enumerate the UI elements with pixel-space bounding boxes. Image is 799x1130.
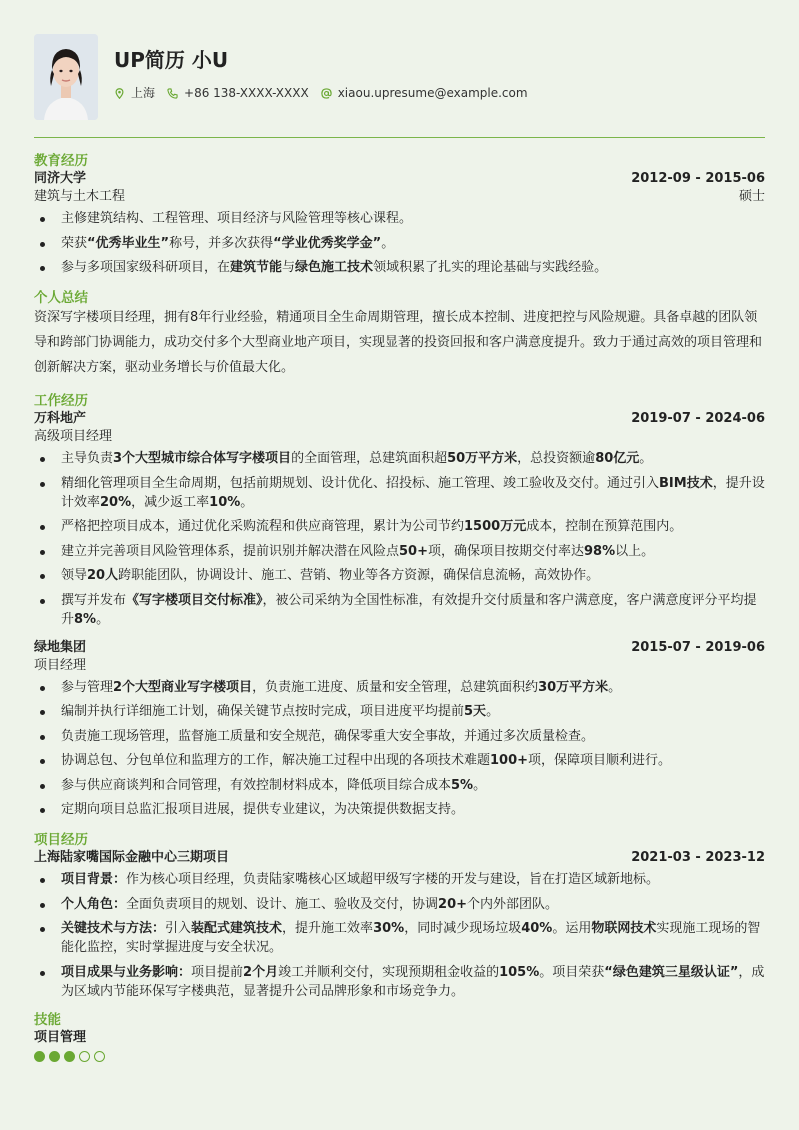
list-item: 编制并执行详细施工计划，确保关键节点按时完成，项目进度平均提前5天。 (34, 702, 765, 721)
education-section (34, 152, 765, 277)
list-item: 参与多项国家级科研项目，在建筑节能与绿色施工技术领域积累了扎实的理论基础与实践经验。 (34, 258, 765, 277)
skill-dot (79, 1051, 90, 1062)
list-item: 严格把控项目成本，通过优化采购流程和供应商管理，累计为公司节约1500万元成本，控制在预算范围内。 (34, 517, 765, 536)
skill-name: 项目管理 (34, 1029, 87, 1045)
work-entry (34, 410, 765, 629)
summary-section (34, 289, 765, 380)
list-item: 撰写并发布《写字楼项目交付标准》，被公司采纳为全国性标准，有效提升交付质量和客户满意度，客户满意度评分平均提升8%。 (34, 591, 765, 629)
contact-phone (167, 84, 309, 102)
list-item: 精细化管理项目全生命周期，包括前期规划、设计优化、招投标、施工管理、竣工验收及交付。通过引入BIM技术，提升设计效率20%，减少返工率10%。 (34, 474, 765, 512)
work-entry-head (34, 410, 765, 428)
list-item: 项目成果与业务影响：项目提前2个月竣工并顺利交付，实现预期租金收益的105%。项目荣获“绿色建筑三星级认证”，成为区域内节能环保写字楼典范，显著提升公司品牌形象和市场竞争力。 (34, 963, 765, 1001)
avatar (34, 34, 98, 120)
skill-dot (94, 1051, 105, 1062)
work-bullets (34, 449, 765, 629)
skill-dot (49, 1051, 60, 1062)
work-entry (34, 639, 765, 820)
education-dates: 2012-09 - 2015-06 (631, 171, 765, 186)
education-bullets (34, 209, 765, 277)
list-item: 领导20人跨职能团队，协调设计、施工、营销、物业等各方资源，确保信息流畅，高效协作。 (34, 566, 765, 585)
phone-text: +86 138-XXXX-XXXX (184, 86, 309, 100)
list-item: 关键技术与方法：引入装配式建筑技术，提升施工效率30%，同时减少现场垃圾40%。运用物联网技术实现施工现场的智能化监控，实时掌握进度与安全状况。 (34, 919, 765, 957)
list-item: 参与管理2个大型商业写字楼项目，负责施工进度、质量和安全管理，总建筑面积约30万平方米。 (34, 678, 765, 697)
work-entry-sub (34, 657, 765, 675)
resume-header (34, 34, 765, 120)
major: 建筑与土木工程 (34, 189, 126, 204)
list-item: 定期向项目总监汇报项目进展，提供专业建议，为决策提供数据支持。 (34, 800, 765, 819)
section-title-summary: 个人总结 (34, 290, 88, 306)
company-name: 绿地集团 (34, 639, 87, 655)
contact-location (114, 84, 155, 102)
work-entry-sub (34, 428, 765, 446)
project-name: 上海陆家嘴国际金融中心三期项目 (34, 850, 230, 865)
list-item: 项目背景：作为核心项目经理，负责陆家嘴核心区域超甲级写字楼的开发与建设，旨在打造区域新地标。 (34, 870, 765, 889)
list-item: 建立并完善项目风险管理体系，提前识别并解决潜在风险点50+项，确保项目按期交付率达98%以上。 (34, 542, 765, 561)
candidate-name: UP简历 小U (114, 48, 229, 72)
resume-page (34, 34, 765, 1062)
skill-name-row (34, 1029, 765, 1047)
project-entry-head (34, 849, 765, 867)
section-title-skills: 技能 (34, 1011, 61, 1028)
location-pin-icon (114, 88, 125, 99)
education-entry-sub (34, 188, 765, 206)
job-title: 项目经理 (34, 657, 87, 673)
list-item: 负责施工现场管理，监督施工质量和安全规范，确保零重大安全事故，并通过多次质量检查。 (34, 727, 765, 746)
list-item: 个人角色：全面负责项目的规划、设计、施工、验收及交付，协调20+个内外部团队。 (34, 895, 765, 914)
phone-icon (167, 88, 178, 99)
project-dates: 2021-03 - 2023-12 (631, 850, 765, 865)
work-bullets (34, 678, 765, 820)
location-text: 上海 (131, 86, 156, 100)
list-item: 主修建筑结构、工程管理、项目经济与风险管理等核心课程。 (34, 209, 765, 228)
job-title: 高级项目经理 (34, 429, 113, 444)
skill-dot (64, 1051, 75, 1062)
contact-row (114, 84, 540, 102)
section-title-projects: 项目经历 (34, 832, 88, 848)
education-entry-head (34, 170, 765, 188)
project-bullets (34, 870, 765, 1001)
company-name: 万科地产 (34, 411, 87, 426)
projects-section (34, 831, 765, 1001)
list-item: 参与供应商谈判和合同管理，有效控制材料成本，降低项目综合成本5%。 (34, 776, 765, 795)
list-item: 协调总包、分包单位和监理方的工作，解决施工过程中出现的各项技术难题100+项，保障项目顺利进行。 (34, 751, 765, 770)
skill-dot (34, 1051, 45, 1062)
summary-text: 资深写字楼项目经理，拥有8年行业经验，精通项目全生命周期管理，擅长成本控制、进度把控与风险规避。具备卓越的团队领导和跨部门协调能力，成功交付多个大型商业地产项目，实现显著的投资回报和客户满意度提升。致力于通过高效的项目管理和创新解决方案，驱动业务增长与价值最大化。 (34, 310, 763, 375)
work-dates: 2015-07 - 2019-06 (631, 639, 765, 655)
skills-section (34, 1011, 765, 1062)
list-item: 荣获“优秀毕业生”称号，并多次获得“学业优秀奖学金”。 (34, 234, 765, 253)
email-text[interactable]: xiaou.upresume@example.com (337, 86, 528, 100)
degree: 硕士 (738, 189, 765, 204)
at-sign-icon (321, 88, 332, 99)
work-dates: 2019-07 - 2024-06 (631, 411, 765, 426)
section-title-work: 工作经历 (34, 393, 88, 409)
skill-level-dots (34, 1051, 765, 1062)
school-name: 同济大学 (34, 171, 87, 186)
list-item: 主导负责3个大型城市综合体写字楼项目的全面管理，总建筑面积超50万平方米，总投资额逾80亿元。 (34, 449, 765, 468)
work-entry-head (34, 639, 765, 657)
section-title-education: 教育经历 (34, 153, 88, 169)
contact-email[interactable] (321, 84, 528, 102)
header-divider (34, 137, 765, 138)
work-section (34, 392, 765, 819)
